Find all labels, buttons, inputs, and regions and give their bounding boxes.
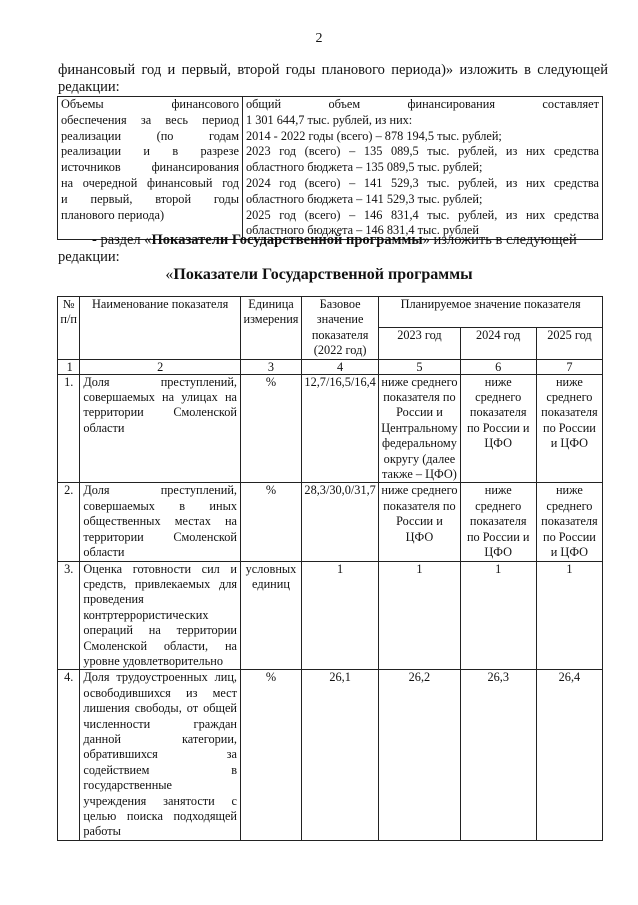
indicator-num: 4.: [58, 670, 80, 840]
funding-label-line: Объемы финансового: [61, 97, 239, 111]
col-number: 6: [460, 359, 536, 374]
header-planned: Планируемое значение показателя: [379, 297, 603, 328]
funding-value-line: 2024 год (всего) – 141 529,3 тыс. рублей, из них средства: [246, 175, 599, 190]
col-number: 1: [58, 359, 80, 374]
header-unit: Единица измерения: [241, 297, 302, 360]
header-2024: 2024 год: [460, 328, 536, 359]
indicator-2023: 26,2: [379, 670, 460, 840]
indicator-2023: 1: [379, 561, 460, 670]
intro-paragraph: [58, 62, 608, 96]
indicator-num: 1.: [58, 374, 80, 483]
intro-text: финансовый год и первый, второй годы планового периода)» изложить в следующей: [58, 62, 608, 78]
indicator-unit: %: [241, 670, 302, 840]
indicator-unit: условных единиц: [241, 561, 302, 670]
funding-label-line: реализации (по годам: [61, 128, 239, 143]
indicator-row: [58, 561, 603, 670]
funding-label-line: обеспечения за весь период: [61, 112, 239, 127]
indicator-2025: ниже среднего показателя по России и ЦФО: [536, 374, 602, 483]
funding-value-line: 2023 год (всего) – 135 089,5 тыс. рублей, из них средства: [246, 144, 599, 159]
indicator-2023: ниже среднего показателя по России и ЦФО: [379, 483, 460, 561]
header-num: № п/п: [58, 297, 80, 360]
funding-label-line: на очередной финансовый год: [61, 175, 239, 190]
indicator-2024: 26,3: [460, 670, 536, 840]
funding-value-line: 2014 - 2022 годы (всего) – 878 194,5 тыс. рублей;: [246, 128, 502, 143]
col-number: 3: [241, 359, 302, 374]
indicator-base: 26,1: [302, 670, 379, 840]
funding-value-line: областного бюджета – 146 831,4 тыс. рублей: [246, 223, 479, 238]
funding-label-cell: [58, 97, 243, 240]
col-number: 7: [536, 359, 602, 374]
table-heading: [0, 266, 638, 284]
funding-value-line: 2025 год (всего) – 146 831,4 тыс. рублей, из них средства: [246, 207, 599, 222]
indicator-2024: 1: [460, 561, 536, 670]
heading-title: Показатели Государственной программы: [173, 266, 473, 283]
indicator-2024: ниже среднего показателя по России и ЦФО: [460, 483, 536, 561]
funding-row: [58, 97, 603, 240]
section-prefix: - раздел «: [92, 232, 152, 248]
header-name: Наименование показателя: [80, 297, 241, 360]
funding-value-line: областного бюджета – 141 529,3 тыс. рублей;: [246, 191, 483, 206]
page-number: 2: [315, 31, 323, 46]
indicator-2025: ниже среднего показателя по России и ЦФО: [536, 483, 602, 561]
indicator-base: 28,3/30,0/31,7: [302, 483, 379, 561]
indicator-name: Доля преступлений, совершаемых в иных общественных местах на территории Смоленской области: [80, 483, 241, 561]
indicator-name: Оценка готовности сил и средств, привлекаемых для проведения контртеррористических операций на территории Смоленской области, на уровне удовлетворительно: [80, 561, 241, 670]
column-numbers-row: [58, 359, 603, 374]
intro-text-2: редакции:: [58, 79, 120, 95]
section-paragraph: [58, 232, 608, 266]
indicator-num: 2.: [58, 483, 80, 561]
header-base: Базовое значение показателя (2022 год): [302, 297, 379, 360]
indicator-2024: ниже среднего показателя по России и ЦФО: [460, 374, 536, 483]
section-title: Показатели Государственной программы: [151, 232, 423, 248]
header-2023: 2023 год: [379, 328, 460, 359]
indicators-table: [57, 296, 603, 841]
funding-label-line: планового периода): [61, 207, 165, 222]
header-row: [58, 297, 603, 328]
funding-value-line: 1 301 644,7 тыс. рублей, из них:: [246, 112, 413, 127]
heading-quote: «: [165, 266, 174, 283]
indicator-name: Доля преступлений, совершаемых на улицах на территории Смоленской области: [80, 374, 241, 483]
indicator-2025: 26,4: [536, 670, 602, 840]
section-line2: редакции:: [58, 249, 120, 265]
indicator-row: [58, 483, 603, 561]
funding-label-line: источников финансирования: [61, 160, 239, 175]
indicator-2023: ниже среднего показателя по России и Центральному федеральному округу (далее также – ЦФО): [379, 374, 460, 483]
funding-value-cell: [243, 97, 603, 240]
col-number: 5: [379, 359, 460, 374]
indicator-unit: %: [241, 483, 302, 561]
header-2025: 2025 год: [536, 328, 602, 359]
indicator-row: [58, 374, 603, 483]
funding-table: [57, 96, 603, 240]
funding-label-line: и первый, второй годы: [61, 191, 239, 206]
funding-value-line: областного бюджета – 135 089,5 тыс. рублей;: [246, 160, 483, 175]
col-number: 2: [80, 359, 241, 374]
indicator-base: 1: [302, 561, 379, 670]
funding-label-line: реализации и в разрезе: [61, 144, 239, 159]
indicator-2025: 1: [536, 561, 602, 670]
indicator-row: [58, 670, 603, 840]
col-number: 4: [302, 359, 379, 374]
indicator-num: 3.: [58, 561, 80, 670]
funding-value-line: общий объем финансирования составляет: [246, 97, 599, 111]
indicator-base: 12,7/16,5/16,4: [302, 374, 379, 483]
section-suffix: » изложить в следующей: [422, 232, 577, 248]
indicator-unit: %: [241, 374, 302, 483]
indicator-name: Доля трудоустроенных лиц, освободившихся из мест лишения свободы, от общей численности граждан данной категории, обратившихся за содействием в государственные учреждения занятости с целью поиска подходящей работы: [80, 670, 241, 840]
